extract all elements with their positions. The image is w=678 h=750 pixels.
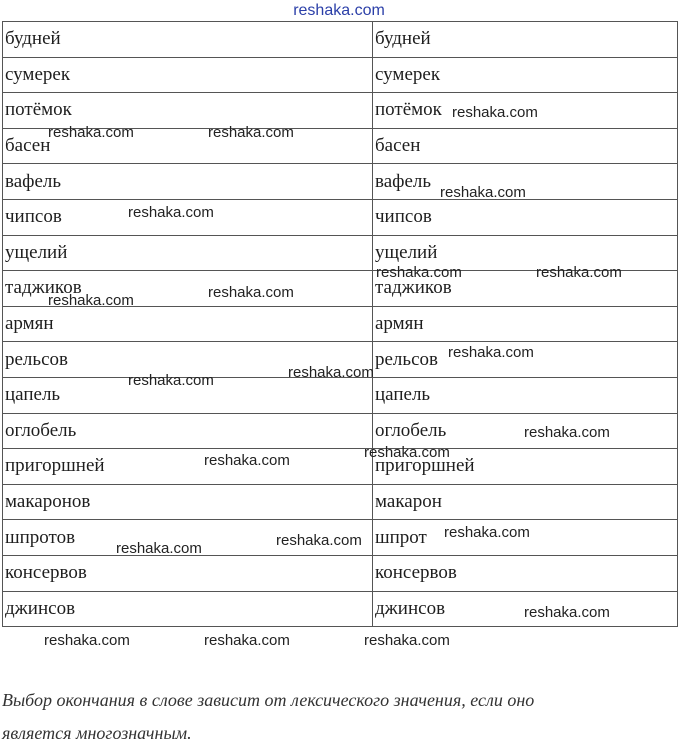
word-cell-left: макаронов	[3, 484, 373, 520]
word-cell-left: шпротов	[3, 520, 373, 556]
watermark-text: reshaka.com	[128, 372, 214, 389]
word-cell-right: армян	[373, 306, 678, 342]
watermark-text: reshaka.com	[524, 424, 610, 441]
table-row	[3, 22, 678, 58]
watermark-text: reshaka.com	[44, 632, 130, 649]
watermark-text: reshaka.com	[204, 452, 290, 469]
watermark-text: reshaka.com	[208, 284, 294, 301]
watermark-text: reshaka.com	[440, 184, 526, 201]
watermark-text: reshaka.com	[452, 104, 538, 121]
word-cell-right: рельсов	[373, 342, 678, 378]
word-cell-right: сумерек	[373, 57, 678, 93]
table-row	[3, 306, 678, 342]
table-row	[3, 93, 678, 129]
watermark-text: reshaka.com	[276, 532, 362, 549]
watermark-text: reshaka.com	[444, 524, 530, 541]
watermark-text: reshaka.com	[376, 264, 462, 281]
word-cell-left: цапель	[3, 377, 373, 413]
watermark-text: reshaka.com	[208, 124, 294, 141]
table-row	[3, 377, 678, 413]
word-cell-left: джинсов	[3, 591, 373, 627]
watermark-text: reshaka.com	[364, 444, 450, 461]
watermark-text: reshaka.com	[536, 264, 622, 281]
watermark-text: reshaka.com	[128, 204, 214, 221]
table-row	[3, 199, 678, 235]
table-row	[3, 164, 678, 200]
word-cell-left: потёмок	[3, 93, 373, 129]
watermark-text: reshaka.com	[364, 632, 450, 649]
word-cell-right: таджиков	[373, 271, 678, 307]
word-cell-left: пригоршней	[3, 449, 373, 485]
word-cell-left: вафель	[3, 164, 373, 200]
note-line-2: является многозначным.	[2, 723, 192, 743]
word-cell-left: чипсов	[3, 199, 373, 235]
word-cell-left: консервов	[3, 555, 373, 591]
word-cell-right: ущелий	[373, 235, 678, 271]
watermark-text: reshaka.com	[448, 344, 534, 361]
word-cell-left: таджиков	[3, 271, 373, 307]
word-cell-right: будней	[373, 22, 678, 58]
watermark-text: reshaka.com	[48, 124, 134, 141]
word-cell-left: сумерек	[3, 57, 373, 93]
table-row	[3, 57, 678, 93]
watermark-text: reshaka.com	[204, 632, 290, 649]
table-row	[3, 484, 678, 520]
watermark-text: reshaka.com	[48, 292, 134, 309]
watermark-text: reshaka.com	[116, 540, 202, 557]
word-cell-left: оглобель	[3, 413, 373, 449]
word-cell-right: басен	[373, 128, 678, 164]
header-watermark: reshaka.com	[293, 2, 385, 19]
watermark-text: reshaka.com	[524, 604, 610, 621]
word-cell-left: басен	[3, 128, 373, 164]
word-cell-left: будней	[3, 22, 373, 58]
word-cell-right: шпрот	[373, 520, 678, 556]
word-cell-right: макарон	[373, 484, 678, 520]
word-cell-right: пригоршней	[373, 449, 678, 485]
table-row	[3, 555, 678, 591]
word-cell-right: джинсов	[373, 591, 678, 627]
word-cell-right: цапель	[373, 377, 678, 413]
word-cell-right: консервов	[373, 555, 678, 591]
note-line-1: Выбор окончания в слове зависит от лексического значения, если оно	[2, 690, 535, 710]
word-cell-right: потёмок	[373, 93, 678, 129]
word-cell-right: оглобель	[373, 413, 678, 449]
word-cell-left: ущелий	[3, 235, 373, 271]
table-row	[3, 449, 678, 485]
word-cell-right: вафель	[373, 164, 678, 200]
word-cell-right: чипсов	[373, 199, 678, 235]
watermark-text: reshaka.com	[288, 364, 374, 381]
word-cell-left: армян	[3, 306, 373, 342]
explanation-note	[2, 684, 678, 750]
word-cell-left: рельсов	[3, 342, 373, 378]
